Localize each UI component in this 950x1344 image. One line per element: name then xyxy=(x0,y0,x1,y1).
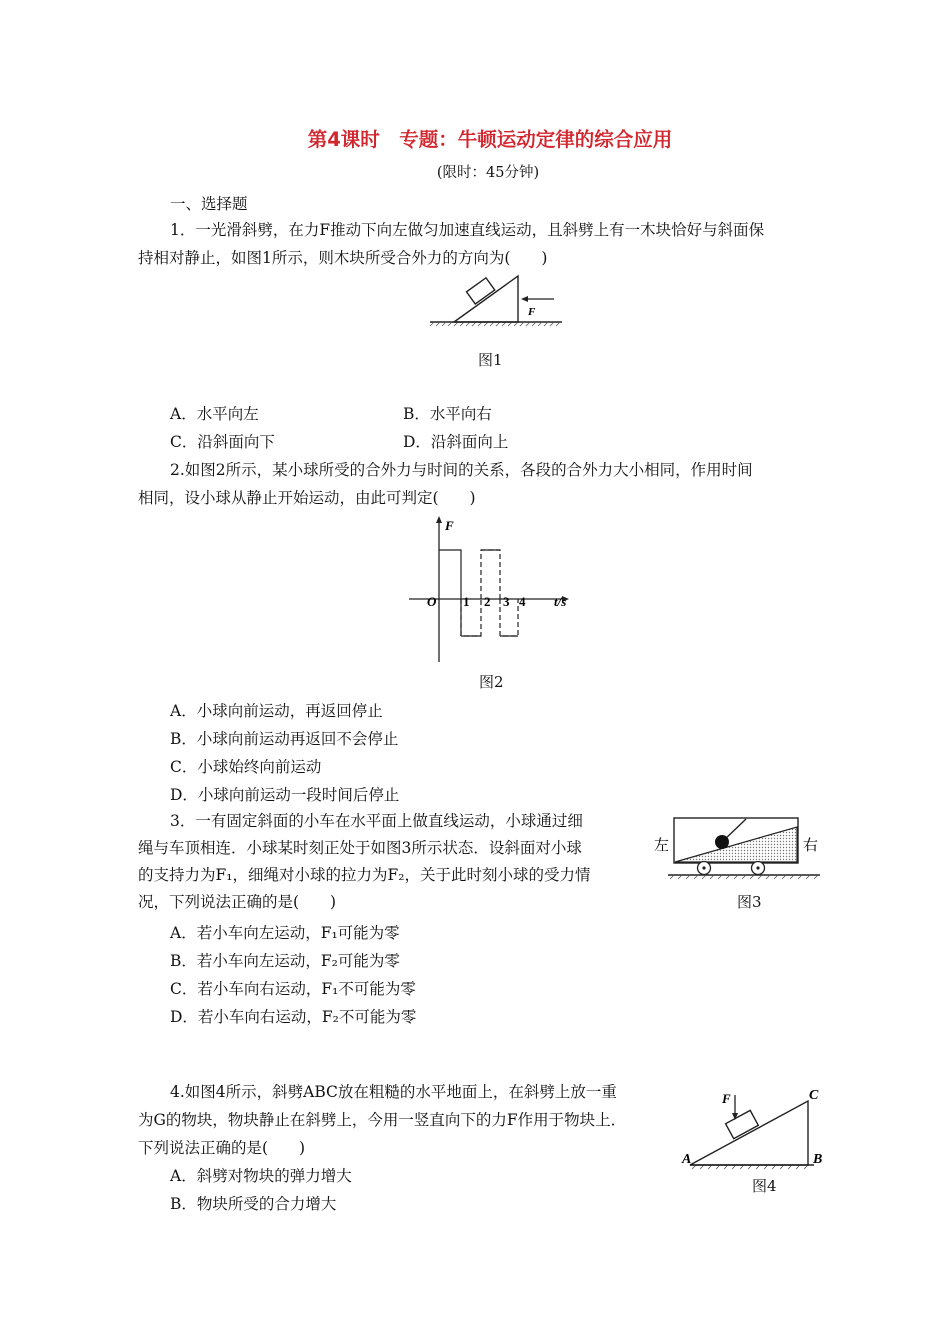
figure-4-label-c: C xyxy=(809,1088,819,1103)
q2-option-c[interactable]: C．小球始终向前运动 xyxy=(170,758,322,776)
q2-option-d[interactable]: D．小球向前运动一段时间后停止 xyxy=(170,786,400,804)
tick-label-4: 4 xyxy=(519,594,526,609)
origin-label: O xyxy=(427,594,437,609)
q2-text-line2: 相同，设小球从静止开始运动，由此可判定( ) xyxy=(138,489,476,507)
q3-option-d[interactable]: D．若小车向右运动，F₂不可能为零 xyxy=(170,1008,417,1026)
q3-text-line2: 绳与车顶相连．小球某时刻正处于如图3所示状态．设斜面对小球 xyxy=(138,839,582,857)
q4-text-line2: 为G的物块，物块静止在斜劈上，今用一竖直向下的力F作用于物块上． xyxy=(138,1111,627,1129)
q4-option-a[interactable]: A．斜劈对物块的弹力增大 xyxy=(170,1167,352,1185)
tick-label-3: 3 xyxy=(503,594,510,609)
tick-label-1: 1 xyxy=(463,594,470,609)
q4-text-line1: 4.如图4所示，斜劈ABC放在粗糙的水平地面上，在斜劈上放一重 xyxy=(170,1083,617,1101)
left-label: 左 xyxy=(654,838,670,854)
time-limit: (限时：45分钟) xyxy=(436,165,540,181)
tick-label-2: 2 xyxy=(484,594,491,609)
figure-4-label-a: A xyxy=(682,1152,692,1167)
page-title: 第4课时 专题：牛顿运动定律的综合应用 xyxy=(307,128,673,151)
q2-option-a[interactable]: A．小球向前运动，再返回停止 xyxy=(170,702,383,720)
q1-option-d[interactable]: D．沿斜面向上 xyxy=(403,433,509,451)
q3-option-a[interactable]: A．若小车向左运动，F₁可能为零 xyxy=(170,924,400,942)
q3-text-line4: 况，下列说法正确的是( ) xyxy=(138,893,337,911)
figure-2-graph xyxy=(405,510,580,665)
q3-text-line3: 的支持力为F₁，细绳对小球的拉力为F₂，关于此时刻小球的受力情 xyxy=(138,866,591,884)
q4-option-b[interactable]: B．物块所受的合力增大 xyxy=(170,1195,337,1213)
q2-option-b[interactable]: B．小球向前运动再返回不会停止 xyxy=(170,730,399,748)
figure-1 xyxy=(430,270,570,330)
q1-option-a[interactable]: A．水平向左 xyxy=(170,405,259,423)
figure-4-caption: 图4 xyxy=(752,1177,777,1195)
q4-text-line3: 下列说法正确的是( ) xyxy=(138,1139,306,1157)
figure-4-label-b: B xyxy=(813,1152,823,1167)
figure-2-caption: 图2 xyxy=(479,673,504,691)
right-label: 右 xyxy=(803,838,819,854)
x-axis-label: t/s xyxy=(554,594,567,609)
q3-text-line1: 3．一有固定斜面的小车在水平面上做直线运动，小球通过细 xyxy=(170,812,583,830)
q3-option-b[interactable]: B．若小车向左运动，F₂可能为零 xyxy=(170,952,400,970)
q2-text-line1: 2.如图2所示，某小球所受的合外力与时间的关系，各段的合外力大小相同，作用时间 xyxy=(170,461,753,479)
figure-4 xyxy=(678,1085,838,1175)
figure-4-label-f: F xyxy=(722,1091,731,1106)
q1-option-b[interactable]: B．水平向右 xyxy=(403,405,492,423)
figure-1-force-label: F xyxy=(528,306,536,318)
figure-3-caption: 图3 xyxy=(737,893,762,911)
figure-1-caption: 图1 xyxy=(478,351,503,369)
q1-option-c[interactable]: C．沿斜面向下 xyxy=(170,433,275,451)
q1-text-line1: 1．一光滑斜劈，在力F推动下向左做匀加速直线运动，且斜劈上有一木块恰好与斜面保 xyxy=(170,221,765,239)
q3-option-c[interactable]: C．若小车向右运动，F₁不可能为零 xyxy=(170,980,416,998)
q1-text-line2: 持相对静止，如图1所示，则木块所受合外力的方向为( ) xyxy=(138,249,548,267)
section-heading: 一、选择题 xyxy=(170,195,248,213)
y-axis-label: F xyxy=(445,518,454,533)
